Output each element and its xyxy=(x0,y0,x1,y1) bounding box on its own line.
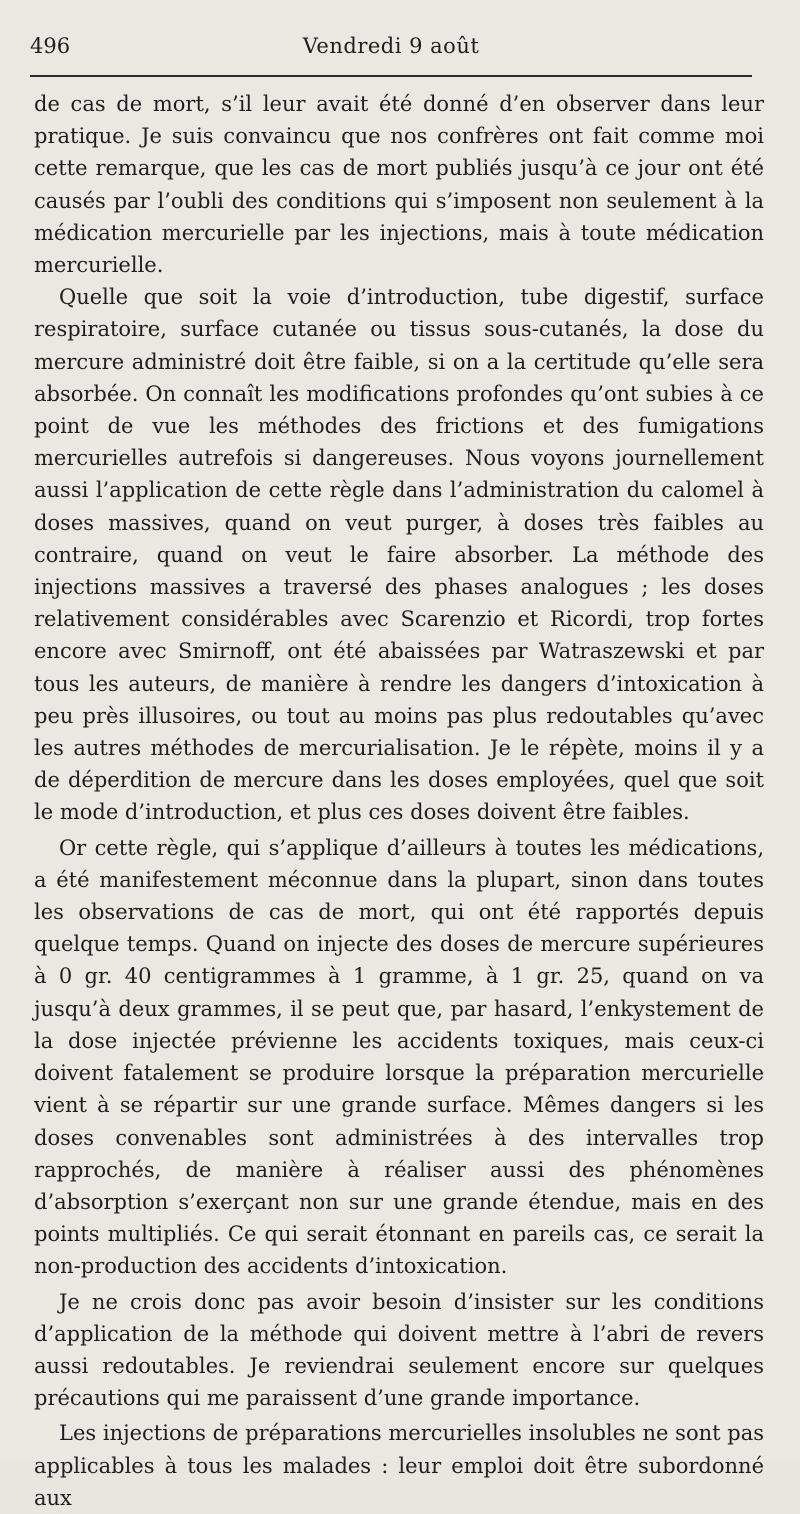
running-head: Vendredi 9 août xyxy=(302,34,480,58)
page-number: 496 xyxy=(30,34,71,58)
paragraph: Or cette règle, qui s’applique d’ailleurs à toutes les médications, a été manifestement méconnue dans la plupart, sinon dans toutes les observations de cas de mort, qui ont été rapportés depuis quelque temps. Quand on injecte des doses de mercure supérieures à 0 gr. 40 centigrammes à 1 gramme, à 1 gr. 25, quand on va jusqu’à deux grammes, il se peut que, par hasard, l’enkystement de la dose injectée prévienne les accidents toxiques, mais ceux-ci doivent fatalement se produire lorsque la préparation mercurielle vient à se répartir sur une grande surface. Mêmes dangers si les doses convenables sont administrées à des intervalles trop rapprochés, de manière à réaliser aussi des phénomènes d’absorption s’exerçant non sur une grande étendue, mais en des points multipliés. Ce qui serait étonnant en pareils cas, ce serait la non-production des accidents d’intoxication. xyxy=(34,835,764,1279)
paragraph: Les injections de préparations mercurielles insolubles ne sont pas applicables à tous les malades : leur emploi doit être subordonné aux xyxy=(34,1421,764,1510)
paragraph: de cas de mort, s’il leur avait été donné d’en observer dans leur pratique. Je suis convaincu que nos confrères ont fait comme moi cette remarque, que les cas de mort publiés jusqu’à ce jour ont été causés par l’oubli des conditions qui s’imposent non seulement à la médication mercurielle par les injections, mais à toute médication mercurielle. xyxy=(34,92,764,278)
paragraph: Quelle que soit la voie d’introduction, tube digestif, surface respiratoire, surface cutanée ou tissus sous-cutanés, la dose du mercure administré doit être faible, si on a la certitude qu’elle sera absorbée. On connaît les modifications profondes qu’ont subies à ce point de vue les méthodes des frictions et des fumigations mercurielles autrefois si dangereuses. Nous voyons journellement aussi l’application de cette règle dans l’administration du calomel à doses massives, quand on veut purger, à doses très faibles au contraire, quand on veut le faire absorber. La méthode des injections massives a traversé des phases analogues ; les doses relativement considérables avec Scarenzio et Ricordi, trop fortes encore avec Smirnoff, ont été abaissées par Watraszewski et par tous les auteurs, de manière à rendre les dangers d’intoxication à peu près illusoires, ou tout au moins pas plus redoutables qu’avec les autres méthodes de mercurialisation. Je le répète, moins il y a de déperdition de mercure dans les doses employées, quel que soit le mode d’introduction, et plus ces doses doivent être faibles. xyxy=(34,285,764,825)
header-rule xyxy=(30,75,752,77)
body-text xyxy=(34,88,764,1514)
paragraph: Je ne crois donc pas avoir besoin d’insister sur les conditions d’application de la méthode qui doivent mettre à l’abri de revers aussi redoutables. Je reviendrai seulement encore sur quelques précautions qui me paraissent d’une grande importance. xyxy=(34,1289,764,1411)
page-header xyxy=(30,32,752,64)
